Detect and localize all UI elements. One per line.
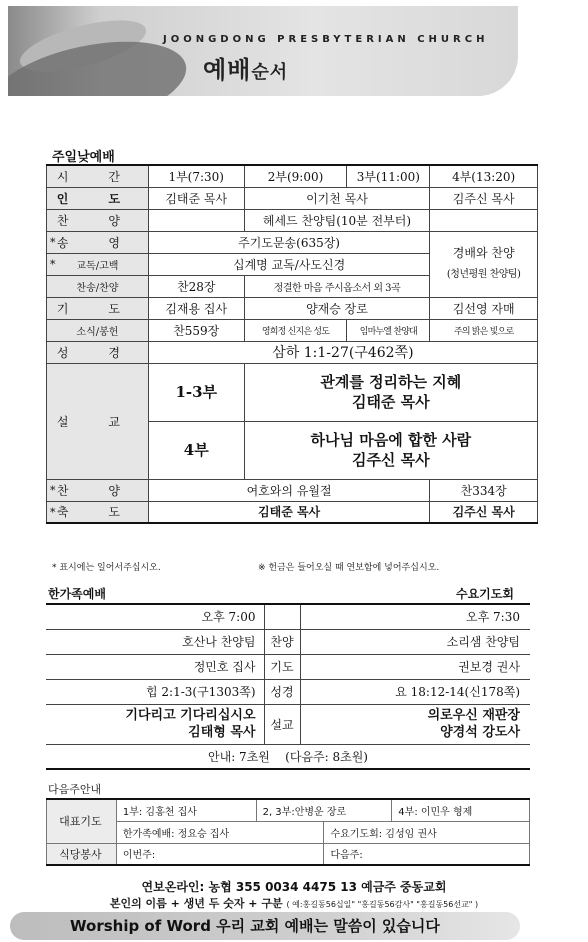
footer-banner: Worship of Word 우리 교회 예배는 말씀이 있습니다 xyxy=(10,912,520,940)
time-cell: 4부(13:20) xyxy=(430,165,538,187)
cafeteria-cell: 이번주: xyxy=(116,843,324,865)
table-row xyxy=(47,821,530,843)
time-label: 시 간 xyxy=(47,165,149,187)
family-sermon-cell xyxy=(46,704,264,744)
sermon-preacher: 김태준 목사 xyxy=(351,393,430,411)
family-sermon-preacher: 김태형 목사 xyxy=(188,725,256,740)
table-row xyxy=(47,297,538,319)
sunday-service-table xyxy=(46,164,538,524)
row-label: 기도 xyxy=(264,654,300,679)
prayer-cell: 김선영 자매 xyxy=(430,297,538,319)
cafeteria-label: 식당봉사 xyxy=(47,843,117,865)
guide-next-text: (다음주: 8초원) xyxy=(285,749,368,764)
sermon-title: 관계를 정리하는 지혜 xyxy=(320,373,462,391)
time-cell: 3부(11:00) xyxy=(347,165,430,187)
rep-cell: 한가족예배: 정요승 집사 xyxy=(116,821,324,843)
leader-cell: 김주신 목사 xyxy=(430,187,538,209)
time-cell: 1부(7:30) xyxy=(148,165,244,187)
bullet-mark: * xyxy=(50,235,56,249)
table-row xyxy=(46,679,530,704)
sermon-cell xyxy=(244,363,537,421)
cafeteria-cell: 다음주: xyxy=(324,843,530,865)
wednesday-sermon-preacher: 양경석 강도사 xyxy=(440,725,520,740)
praise-right-cell xyxy=(430,231,538,297)
hymnread-cell: 정결한 마음 주시옵소서 외 3곡 xyxy=(244,275,430,297)
blessing-label: * 축 도 xyxy=(47,501,149,523)
table-row xyxy=(46,704,530,744)
wednesday-sermon-title: 의로우신 재판장 xyxy=(427,708,520,723)
hymn2-cell: 여호와의 유월절 xyxy=(148,479,429,501)
hymn-cell: 헤세드 찬양팀(10분 전부터) xyxy=(244,209,430,231)
table-row xyxy=(47,341,538,363)
scripture-cell: 삼하 1:1-27(구462쪽) xyxy=(148,341,537,363)
praise-label: * 송 영 xyxy=(47,231,149,253)
sermon-cell xyxy=(244,421,537,479)
title-main: 예배 xyxy=(203,56,252,84)
rep-cell: 수요기도회: 김성임 권사 xyxy=(324,821,530,843)
hymnread-cell: 찬28장 xyxy=(148,275,244,297)
note-offering: ※ 헌금은 들어오실 때 연보함에 넣어주십시오. xyxy=(258,563,440,573)
table-row xyxy=(47,209,538,231)
bullet-mark: * xyxy=(50,505,56,519)
offering-instructions-main: 본인의 이름 + 생년 두 숫자 + 구분 xyxy=(109,897,283,910)
hymn2-right-cell: 찬334장 xyxy=(430,479,538,501)
section-title-family: 한가족예배 xyxy=(48,587,106,601)
wednesday-cell: 요 18:12-14(신178쪽) xyxy=(300,679,530,704)
news-cell: 임마누엘 찬양대 xyxy=(347,319,430,341)
hymn-label: 찬 양 xyxy=(47,209,149,231)
sermon-preacher: 김주신 목사 xyxy=(351,451,430,469)
blessing-cell: 김태준 목사 xyxy=(148,501,429,523)
section-title-wednesday: 수요기도회 xyxy=(456,587,514,601)
scripture-label: 성 경 xyxy=(47,341,149,363)
church-name: JOONGDONG PRESBYTERIAN CHURCH xyxy=(163,34,489,45)
family-cell: 호산나 찬양팀 xyxy=(46,629,264,654)
table-row xyxy=(47,363,538,421)
bullet-mark: * xyxy=(50,257,56,271)
family-time: 오후 7:00 xyxy=(46,604,264,629)
next-week-table xyxy=(46,798,530,866)
hymn2-label: * 찬 양 xyxy=(47,479,149,501)
praise-right-line: 경배와 찬양 xyxy=(452,246,515,260)
leader-label: 인 도 xyxy=(47,187,149,209)
news-cell: 영희정 신지은 성도 xyxy=(244,319,347,341)
wednesday-cell: 소리샘 찬양팀 xyxy=(300,629,530,654)
rep-cell: 4부: 이민우 형제 xyxy=(392,799,530,821)
sermon-title: 하나님 마음에 합한 사람 xyxy=(310,431,472,449)
empty-cell xyxy=(148,209,244,231)
family-cell: 정민호 집사 xyxy=(46,654,264,679)
wednesday-time: 오후 7:30 xyxy=(300,604,530,629)
row-label: 찬양 xyxy=(264,629,300,654)
praise-cell: 주기도문송(635장) xyxy=(148,231,429,253)
offering-instructions xyxy=(0,895,588,911)
wednesday-cell: 권보경 권사 xyxy=(300,654,530,679)
offering-instructions-examples: ( 예:홍길동56십일" "홍길동56감사" "홍길동56선교" ) xyxy=(286,900,479,909)
table-row xyxy=(46,654,530,679)
table-row xyxy=(47,319,538,341)
guide-text: 안내: 7초원 xyxy=(208,749,270,764)
table-row xyxy=(46,629,530,654)
news-cell: 주의 밝은 빛으로 xyxy=(430,319,538,341)
table-row xyxy=(46,744,530,769)
page-title xyxy=(203,50,288,85)
table-row xyxy=(47,187,538,209)
table-row xyxy=(47,799,530,821)
praise-right-line: (청년평원 찬양팀) xyxy=(446,269,521,280)
sermon-label: 설 교 xyxy=(47,363,149,479)
news-label: 소식/봉헌 xyxy=(47,319,149,341)
wednesday-sermon-cell xyxy=(300,704,530,744)
table-row xyxy=(47,231,538,253)
bullet-mark: * xyxy=(50,483,56,497)
prayer-cell: 김재용 집사 xyxy=(148,297,244,319)
blessing-right-cell: 김주신 목사 xyxy=(430,501,538,523)
time-cell: 2부(9:00) xyxy=(244,165,347,187)
family-service-table xyxy=(46,603,530,770)
family-sermon-title: 기다리고 기다리십시오 xyxy=(125,708,256,723)
rep-prayer-label: 대표기도 xyxy=(47,799,117,843)
prayer-cell: 양재승 장로 xyxy=(244,297,430,319)
row-label: 성경 xyxy=(264,679,300,704)
hymnread-label: 찬송/찬양 xyxy=(47,275,149,297)
row-label: 설교 xyxy=(264,704,300,744)
confession-label: * 교독/고백 xyxy=(47,253,149,275)
section-title-next-week: 다음주안내 xyxy=(48,783,102,796)
leader-cell: 이기천 목사 xyxy=(244,187,430,209)
table-row xyxy=(46,604,530,629)
rep-cell: 1부: 김홍천 집사 xyxy=(116,799,256,821)
prayer-label: 기 도 xyxy=(47,297,149,319)
confession-cell: 십계명 교독/사도신경 xyxy=(148,253,429,275)
sermon-part: 4부 xyxy=(148,421,244,479)
news-cell: 찬559장 xyxy=(148,319,244,341)
row-label xyxy=(264,604,300,629)
empty-cell xyxy=(430,209,538,231)
table-row xyxy=(47,479,538,501)
leader-cell: 김태준 목사 xyxy=(148,187,244,209)
table-row xyxy=(47,843,530,865)
section-title-sunday: 주일낮예배 xyxy=(52,150,115,165)
table-row xyxy=(47,165,538,187)
online-offering-account: 연보온라인: 농협 355 0034 4475 13 예금주 중동교회 xyxy=(141,880,447,894)
rep-cell: 2, 3부:안병운 장로 xyxy=(256,799,392,821)
title-sub: 순서 xyxy=(251,62,289,83)
guide-cell xyxy=(46,744,530,769)
table-row xyxy=(47,501,538,523)
family-cell: 힙 2:1-3(구1303쪽) xyxy=(46,679,264,704)
note-stand: * 표시에는 일어서주십시오. xyxy=(52,563,161,573)
header-banner xyxy=(8,6,518,96)
sermon-part: 1-3부 xyxy=(148,363,244,421)
